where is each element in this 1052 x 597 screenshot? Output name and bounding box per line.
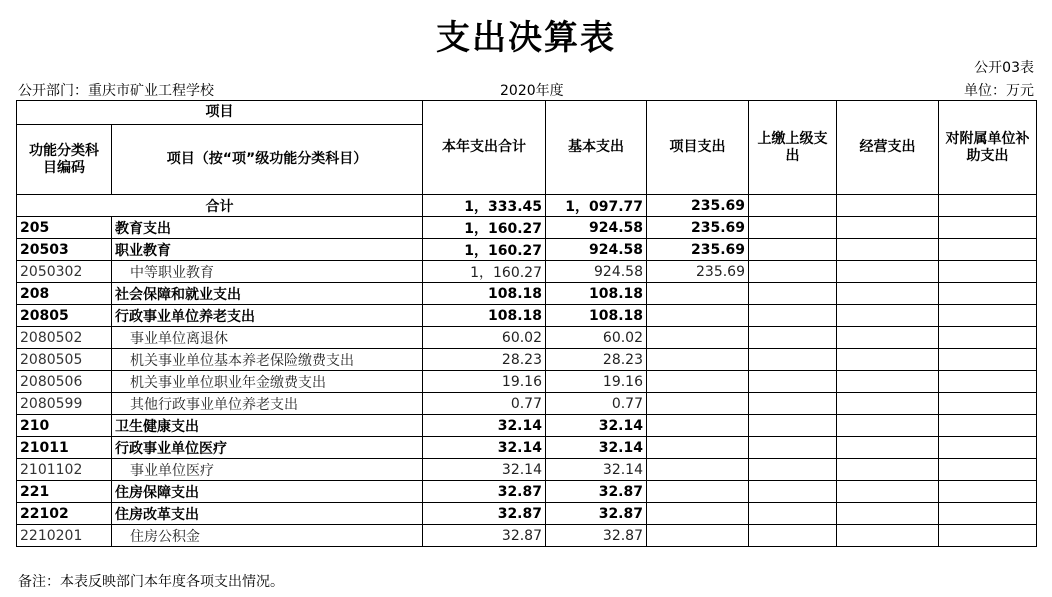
- cell-subsidy: [939, 481, 1037, 503]
- cell-basic: 32.87: [546, 503, 647, 525]
- cell-upper: [749, 481, 837, 503]
- cell-basic: 924.58: [546, 217, 647, 239]
- cell-item: [647, 437, 749, 459]
- cell-subsidy: [939, 239, 1037, 261]
- table-row: [17, 393, 1037, 415]
- cell-item: [647, 525, 749, 547]
- cell-item: [647, 393, 749, 415]
- cell-code: 2080502: [17, 327, 112, 349]
- cell-upper: [749, 503, 837, 525]
- cell-name: 机关事业单位职业年金缴费支出: [112, 371, 423, 393]
- unit-label: 单位：万元: [964, 83, 1034, 99]
- cell-item: 235.69: [647, 217, 749, 239]
- header-subsidy: 对附属单位补助支出: [939, 101, 1037, 195]
- table-row: [17, 327, 1037, 349]
- header-name: 项目（按“项”级功能分类科目）: [112, 125, 423, 195]
- cell-code: 21011: [17, 437, 112, 459]
- cell-total: 108.18: [423, 283, 546, 305]
- cell-basic: 0.77: [546, 393, 647, 415]
- cell-business: [837, 327, 939, 349]
- cell-total: 60.02: [423, 327, 546, 349]
- cell-total: 32.14: [423, 415, 546, 437]
- cell-basic: 28.23: [546, 349, 647, 371]
- table-row: [17, 525, 1037, 547]
- cell-upper: [749, 327, 837, 349]
- cell-item: [647, 305, 749, 327]
- cell-code: 2210201: [17, 525, 112, 547]
- cell-upper: [749, 393, 837, 415]
- cell-item: 235.69: [647, 261, 749, 283]
- cell-total: 28.23: [423, 349, 546, 371]
- cell-total: 32.14: [423, 437, 546, 459]
- cell-basic: 32.87: [546, 481, 647, 503]
- cell-subsidy: [939, 525, 1037, 547]
- cell-upper: [749, 217, 837, 239]
- total-basic: 1，097.77: [546, 195, 647, 217]
- cell-business: [837, 283, 939, 305]
- cell-business: [837, 503, 939, 525]
- cell-basic: 60.02: [546, 327, 647, 349]
- cell-business: [837, 261, 939, 283]
- table-row: [17, 415, 1037, 437]
- cell-upper: [749, 525, 837, 547]
- cell-item: [647, 327, 749, 349]
- cell-name: 卫生健康支出: [112, 415, 423, 437]
- total-row: [17, 195, 1037, 217]
- cell-basic: 924.58: [546, 239, 647, 261]
- cell-business: [837, 525, 939, 547]
- cell-upper: [749, 371, 837, 393]
- cell-name: 住房保障支出: [112, 481, 423, 503]
- table-row: [17, 481, 1037, 503]
- cell-name: 机关事业单位基本养老保险缴费支出: [112, 349, 423, 371]
- cell-name: 行政事业单位养老支出: [112, 305, 423, 327]
- total-subsidy: [939, 195, 1037, 217]
- total-total: 1，333.45: [423, 195, 546, 217]
- cell-subsidy: [939, 327, 1037, 349]
- cell-basic: 32.14: [546, 437, 647, 459]
- cell-basic: 32.87: [546, 525, 647, 547]
- cell-name: 其他行政事业单位养老支出: [112, 393, 423, 415]
- cell-name: 社会保障和就业支出: [112, 283, 423, 305]
- form-number: 公开03表: [974, 60, 1034, 76]
- cell-code: 2101102: [17, 459, 112, 481]
- cell-name: 住房公积金: [112, 525, 423, 547]
- table-row: [17, 503, 1037, 525]
- cell-subsidy: [939, 283, 1037, 305]
- cell-item: [647, 459, 749, 481]
- cell-business: [837, 481, 939, 503]
- cell-code: 2080599: [17, 393, 112, 415]
- table-row: [17, 239, 1037, 261]
- expenditure-table: [16, 100, 1037, 547]
- header-basic: 基本支出: [546, 101, 647, 195]
- cell-code: 20805: [17, 305, 112, 327]
- cell-subsidy: [939, 349, 1037, 371]
- cell-basic: 19.16: [546, 371, 647, 393]
- cell-total: 1，160.27: [423, 217, 546, 239]
- cell-total: 32.87: [423, 481, 546, 503]
- total-business: [837, 195, 939, 217]
- cell-item: 235.69: [647, 239, 749, 261]
- cell-code: 205: [17, 217, 112, 239]
- cell-subsidy: [939, 393, 1037, 415]
- cell-basic: 924.58: [546, 261, 647, 283]
- cell-name: 中等职业教育: [112, 261, 423, 283]
- cell-item: [647, 371, 749, 393]
- cell-item: [647, 349, 749, 371]
- cell-code: 208: [17, 283, 112, 305]
- department-label: 公开部门：重庆市矿业工程学校: [18, 83, 214, 99]
- cell-code: 2080506: [17, 371, 112, 393]
- cell-code: 20503: [17, 239, 112, 261]
- cell-total: 108.18: [423, 305, 546, 327]
- cell-basic: 108.18: [546, 283, 647, 305]
- table-row: [17, 349, 1037, 371]
- cell-name: 事业单位离退休: [112, 327, 423, 349]
- cell-name: 职业教育: [112, 239, 423, 261]
- table-row: [17, 437, 1037, 459]
- cell-business: [837, 459, 939, 481]
- header-code: 功能分类科目编码: [17, 125, 112, 195]
- cell-business: [837, 371, 939, 393]
- cell-business: [837, 415, 939, 437]
- cell-total: 32.87: [423, 525, 546, 547]
- cell-upper: [749, 305, 837, 327]
- fiscal-year-label: 2020年度: [500, 83, 564, 99]
- cell-subsidy: [939, 437, 1037, 459]
- cell-code: 22102: [17, 503, 112, 525]
- cell-upper: [749, 437, 837, 459]
- table-row: [17, 305, 1037, 327]
- footnote: 备注：本表反映部门本年度各项支出情况。: [18, 574, 284, 590]
- cell-business: [837, 437, 939, 459]
- cell-name: 教育支出: [112, 217, 423, 239]
- header-item: 项目支出: [647, 101, 749, 195]
- table-row: [17, 371, 1037, 393]
- cell-subsidy: [939, 503, 1037, 525]
- cell-code: 210: [17, 415, 112, 437]
- cell-total: 1，160.27: [423, 239, 546, 261]
- total-item: 235.69: [647, 195, 749, 217]
- cell-code: 2050302: [17, 261, 112, 283]
- cell-basic: 32.14: [546, 415, 647, 437]
- cell-total: 32.87: [423, 503, 546, 525]
- cell-code: 2080505: [17, 349, 112, 371]
- cell-subsidy: [939, 217, 1037, 239]
- cell-total: 1，160.27: [423, 261, 546, 283]
- total-label: 合计: [17, 195, 423, 217]
- header-project: 项目: [17, 101, 423, 125]
- cell-subsidy: [939, 261, 1037, 283]
- cell-upper: [749, 239, 837, 261]
- cell-subsidy: [939, 371, 1037, 393]
- header-business: 经营支出: [837, 101, 939, 195]
- cell-name: 行政事业单位医疗: [112, 437, 423, 459]
- cell-subsidy: [939, 305, 1037, 327]
- header-total: 本年支出合计: [423, 101, 546, 195]
- cell-name: 事业单位医疗: [112, 459, 423, 481]
- cell-item: [647, 481, 749, 503]
- cell-item: [647, 415, 749, 437]
- cell-upper: [749, 349, 837, 371]
- table-row: [17, 217, 1037, 239]
- cell-basic: 32.14: [546, 459, 647, 481]
- cell-business: [837, 217, 939, 239]
- table-row: [17, 261, 1037, 283]
- cell-business: [837, 349, 939, 371]
- table-row: [17, 459, 1037, 481]
- cell-total: 19.16: [423, 371, 546, 393]
- cell-code: 221: [17, 481, 112, 503]
- cell-subsidy: [939, 459, 1037, 481]
- cell-business: [837, 393, 939, 415]
- page-title: 支出决算表: [436, 18, 616, 58]
- cell-upper: [749, 261, 837, 283]
- cell-upper: [749, 283, 837, 305]
- cell-upper: [749, 459, 837, 481]
- total-upper: [749, 195, 837, 217]
- cell-basic: 108.18: [546, 305, 647, 327]
- cell-subsidy: [939, 415, 1037, 437]
- cell-name: 住房改革支出: [112, 503, 423, 525]
- header-upper: 上缴上级支出: [749, 101, 837, 195]
- cell-business: [837, 239, 939, 261]
- cell-total: 32.14: [423, 459, 546, 481]
- cell-business: [837, 305, 939, 327]
- header-row-1: [17, 101, 1037, 125]
- cell-total: 0.77: [423, 393, 546, 415]
- cell-upper: [749, 415, 837, 437]
- table-row: [17, 283, 1037, 305]
- cell-item: [647, 503, 749, 525]
- cell-item: [647, 283, 749, 305]
